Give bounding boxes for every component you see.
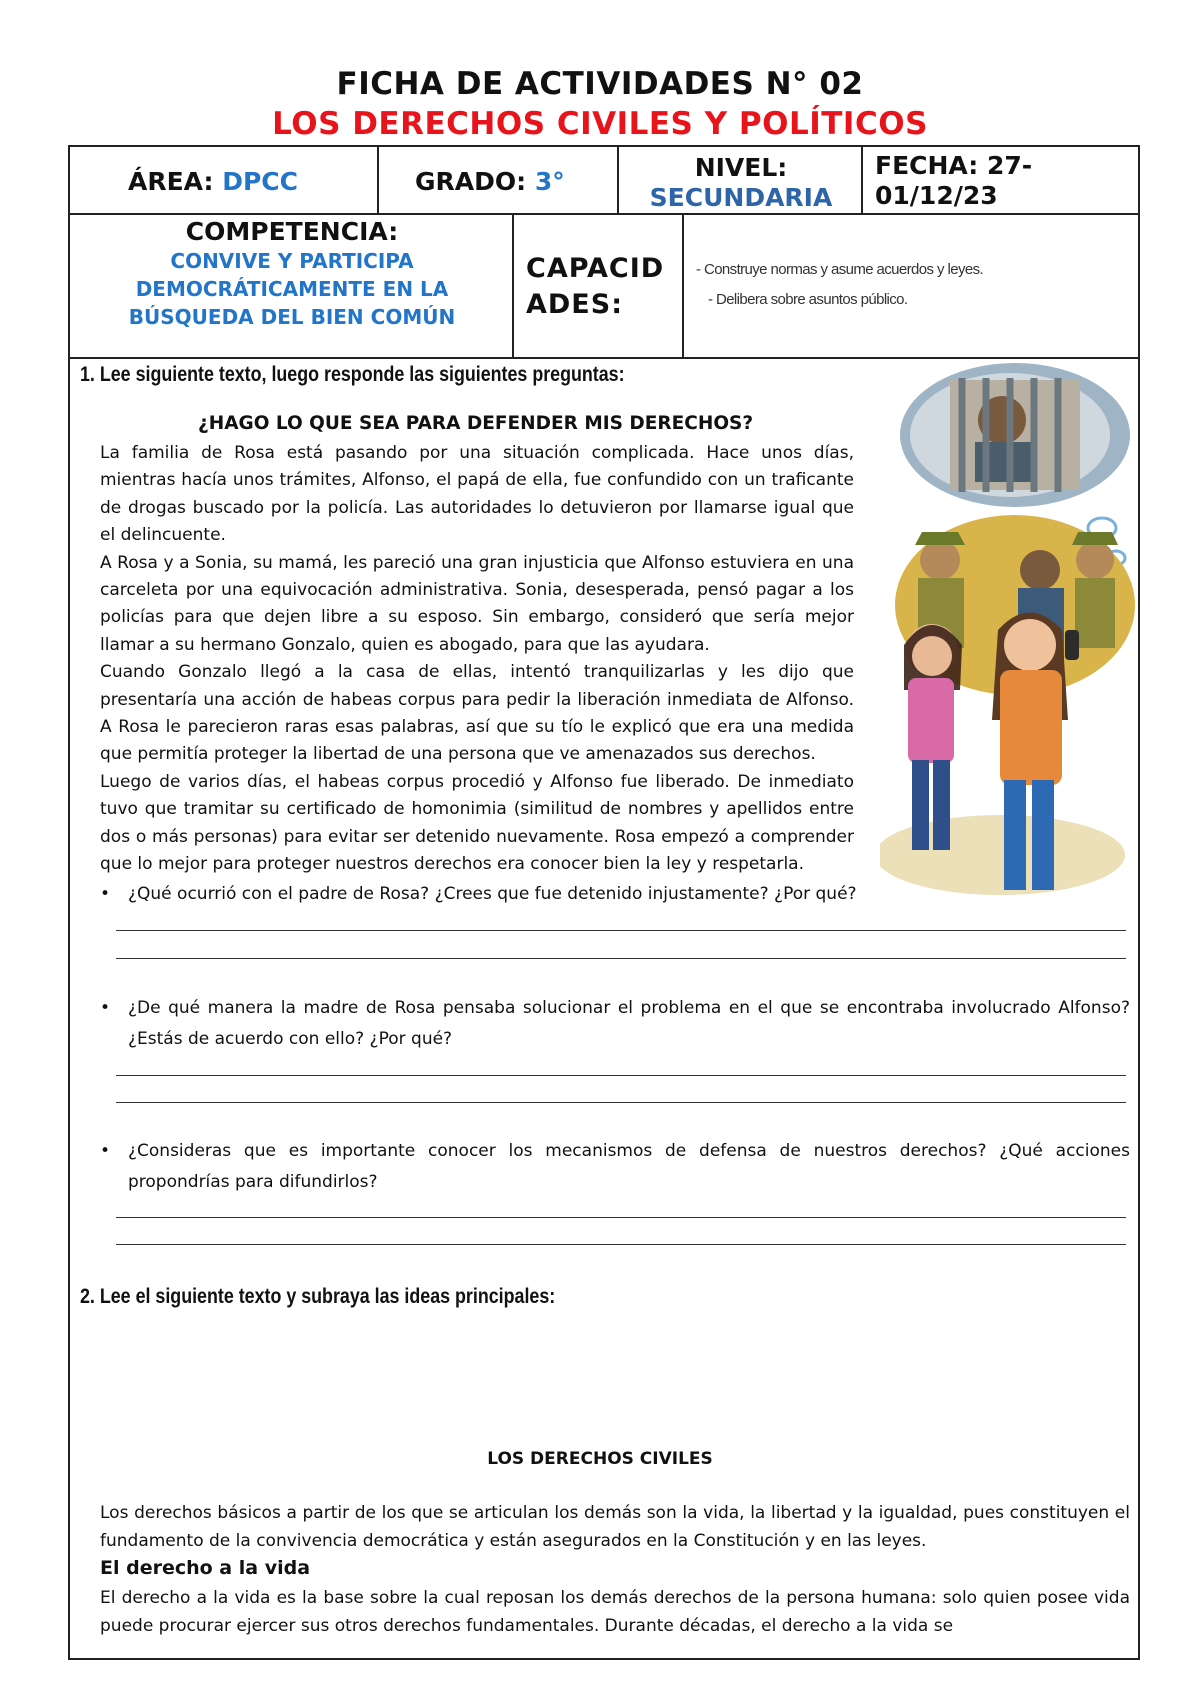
competencia-text bbox=[70, 247, 514, 331]
story-paragraph: Luego de varios días, el habeas corpus procedió y Alfonso fue liberado. De inmediato tuvo que tramitar su certificado de homonimia (similitud de nombres y apellidos entre dos o más personas) para evitar ser detenido nuevamente. Rosa empezó a comprender que lo mejor para proteger nuestros derechos era conocer bien la ley y respetarla. bbox=[100, 771, 854, 875]
question-text: ¿De qué manera la madre de Rosa pensaba solucionar el problema en el que se encontraba involucrado Alfonso? ¿Estás de acuerdo con ello? ¿Por qué? bbox=[128, 998, 1130, 1049]
area-cell bbox=[70, 147, 379, 213]
fecha-cell bbox=[863, 147, 1140, 213]
section2-title: LOS DERECHOS CIVILES bbox=[487, 1449, 713, 1469]
answer-line[interactable] bbox=[116, 1217, 1126, 1218]
question-text: ¿Qué ocurrió con el padre de Rosa? ¿Crees que fue detenido injustamente? ¿Por qué? bbox=[128, 884, 857, 904]
answer-line[interactable] bbox=[116, 1102, 1126, 1103]
competencia-line: BÚSQUEDA DEL BIEN COMÚN bbox=[128, 305, 456, 329]
story-paragraph: La familia de Rosa está pasando por una situación complicada. Hace unos días, mientras hacía unos trámites, Alfonso, el papá de ella, fue confundido con un traficante de drogas buscado por la policía. Las autoridades lo detuvieron por llamarse igual que el delincuente. bbox=[100, 443, 854, 546]
nivel-label: NIVEL: bbox=[694, 153, 788, 182]
section2-subheading: El derecho a la vida bbox=[100, 1557, 311, 1579]
story-paragraph: A Rosa y a Sonia, su mamá, les pareció una gran injusticia que Alfonso estuviera en una carceleta por una equivocación administrativa. Sonia, desesperada, pensó pagar a los policías para que dejen libre a su esposo. Sin embargo, consideró que sería mejor llamar a su hermano Gonzalo, quien es abogado, para que las ayudara. bbox=[100, 552, 854, 655]
area-label: ÁREA: bbox=[128, 167, 214, 196]
capacidades-label-cell bbox=[514, 215, 684, 357]
capacidad-item: - Construye normas y asume acuerdos y leyes. bbox=[696, 261, 984, 278]
capacidades-label: ADES: bbox=[526, 289, 623, 320]
grado-label: GRADO: bbox=[415, 167, 527, 196]
section2-intro: Los derechos básicos a partir de los que se articulan los demás son la vida, la libertad y la igualdad, pues constituyen el fundamento de la convivencia democrática y están asegurados en la Constitución y en las leyes. bbox=[100, 1503, 1130, 1551]
bullet: • bbox=[100, 884, 111, 904]
bullet: • bbox=[100, 1141, 111, 1161]
section1-heading: 1. Lee siguiente texto, luego responde las siguientes preguntas: bbox=[80, 363, 625, 386]
capacidad-item: - Delibera sobre asuntos público. bbox=[708, 291, 908, 308]
story-title: ¿HAGO LO QUE SEA PARA DEFENDER MIS DERECHOS? bbox=[198, 413, 754, 434]
illustration-family-jail-icon bbox=[880, 360, 1140, 900]
question-3 bbox=[100, 1136, 1130, 1198]
nivel-cell bbox=[619, 147, 863, 213]
area-value: DPCC bbox=[222, 167, 298, 196]
answer-line[interactable] bbox=[116, 1075, 1126, 1076]
competencia-line: CONVIVE Y PARTICIPA bbox=[170, 249, 414, 273]
fecha-label: FECHA: 27- bbox=[875, 151, 1033, 180]
section2-body: El derecho a la vida es la base sobre la cual reposan los demás derechos de la persona humana: solo quien posee vida puede procurar ejercer sus otros derechos fundamentales. Durante décadas, el derecho a la vida se bbox=[100, 1588, 1130, 1636]
competencia-line: DEMOCRÁTICAMENTE EN LA bbox=[135, 277, 449, 301]
document-subtitle: LOS DERECHOS CIVILES Y POLÍTICOS bbox=[272, 106, 928, 142]
answer-line[interactable] bbox=[116, 1244, 1126, 1245]
bullet: • bbox=[100, 998, 111, 1018]
competencia-row bbox=[68, 213, 1140, 359]
capacidades-label: CAPACID bbox=[526, 253, 665, 284]
grado-value: 3° bbox=[534, 167, 565, 196]
info-row bbox=[68, 145, 1140, 215]
question-2 bbox=[100, 993, 1130, 1055]
answer-line[interactable] bbox=[116, 958, 1126, 959]
competencia-cell bbox=[70, 215, 514, 357]
capacidades-cell bbox=[684, 215, 1140, 357]
competencia-label: COMPETENCIA: bbox=[185, 217, 399, 246]
grado-cell bbox=[379, 147, 619, 213]
fecha-value: 01/12/23 bbox=[875, 181, 998, 210]
nivel-value: SECUNDARIA bbox=[649, 183, 833, 212]
document-title: FICHA DE ACTIVIDADES N° 02 bbox=[336, 66, 864, 102]
story-text bbox=[100, 440, 854, 879]
section2-heading: 2. Lee el siguiente texto y subraya las ideas principales: bbox=[80, 1285, 556, 1308]
question-1 bbox=[100, 879, 1130, 910]
question-text: ¿Consideras que es importante conocer los mecanismos de defensa de nuestros derechos? ¿Qué acciones propondrías para difundirlos? bbox=[128, 1141, 1130, 1192]
story-paragraph: Cuando Gonzalo llegó a la casa de ellas, intentó tranquilizarlas y les dijo que presentaría una acción de habeas corpus para pedir la liberación inmediata de Alfonso. A Rosa le parecieron raras esas palabras, así que su tío le explicó que era una medida que permitía proteger la libertad de una persona que ve amenazados sus derechos. bbox=[100, 662, 854, 765]
answer-line[interactable] bbox=[116, 930, 1126, 931]
